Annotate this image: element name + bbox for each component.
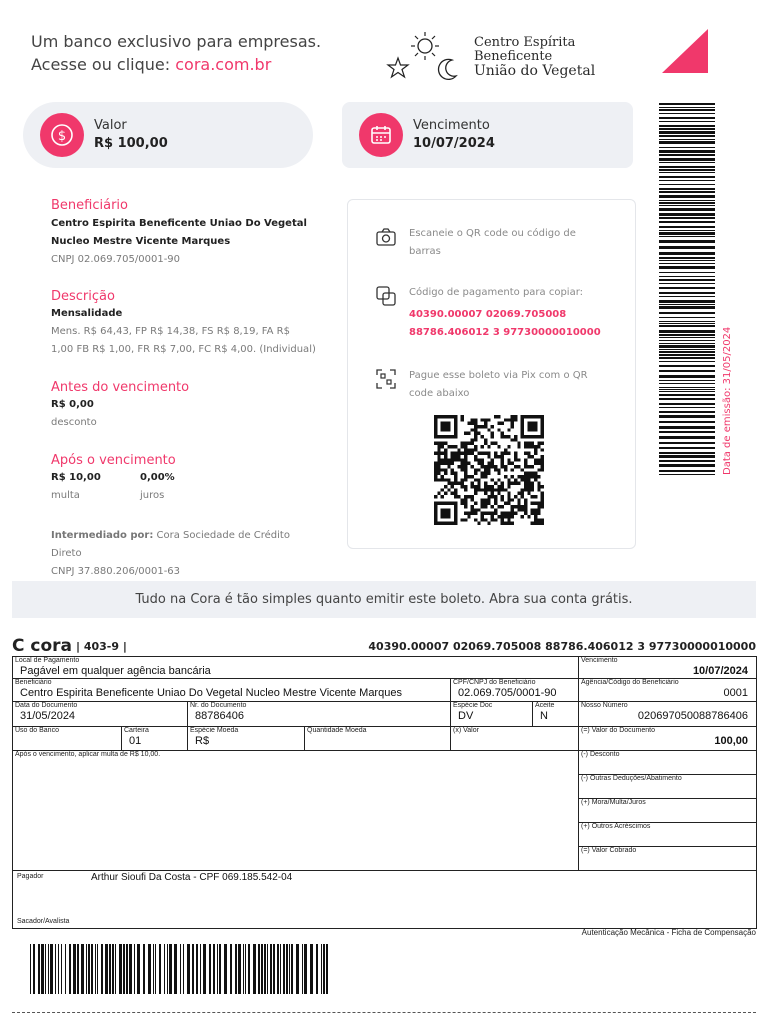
vencimento-label: Vencimento bbox=[413, 118, 490, 133]
bank-code: | 403-9 | bbox=[76, 640, 127, 653]
copy-label: Código de pagamento para copiar: bbox=[409, 287, 584, 298]
slip-data-doc: 31/05/2024 bbox=[20, 710, 76, 722]
intermediado-name-1: Cora Sociedade de Crédito bbox=[153, 530, 290, 541]
juros-value: 0,00% bbox=[140, 472, 175, 483]
copy-row[interactable] bbox=[374, 284, 609, 342]
slip-vencimento: 10/07/2024 bbox=[692, 665, 748, 677]
descricao-line-2: 1,00 FB R$ 1,00, FR R$ 7,00, FC R$ 4,00. (Individual) bbox=[51, 344, 316, 355]
descricao-name: Mensalidade bbox=[51, 308, 123, 319]
apos-section bbox=[51, 453, 311, 505]
slip-especie-doc: DV bbox=[458, 710, 474, 722]
payment-code-line-1[interactable]: 40390.00007 02069.705008 bbox=[409, 309, 567, 320]
qtd-moeda-cell: Quantidade Moeda bbox=[305, 727, 451, 751]
cut-line bbox=[12, 1012, 756, 1013]
cora-link[interactable]: cora.com.br bbox=[175, 55, 272, 74]
scan-text: Escaneie o QR code ou código de barras bbox=[409, 228, 576, 257]
promo-line-1: Um banco exclusivo para empresas. bbox=[31, 32, 322, 51]
local-pagamento-cell: Local de Pagamento Pagável em qualquer agência bancária bbox=[13, 657, 579, 679]
org-name: Centro Espírita Beneficente União do Vegetal bbox=[474, 35, 596, 79]
antes-title: Antes do vencimento bbox=[51, 380, 190, 395]
descricao-title: Descrição bbox=[51, 289, 115, 304]
dollar-coin-icon bbox=[40, 113, 84, 157]
svg-text:$: $ bbox=[57, 129, 67, 144]
intermediado-section bbox=[51, 527, 311, 581]
slip-nosso-numero: 020697050088786406 bbox=[637, 710, 748, 722]
nr-doc-cell: Nr. do Documento 88786406 bbox=[188, 702, 451, 727]
instrucoes-cell bbox=[13, 751, 579, 871]
antes-value: R$ 0,00 bbox=[51, 399, 94, 410]
x-valor-cell: (x) Valor bbox=[451, 727, 579, 751]
beneficiario-cnpj: CNPJ 02.069.705/0001-90 bbox=[51, 254, 181, 265]
qr-scan-icon bbox=[374, 367, 398, 391]
beneficiario-title: Beneficiário bbox=[51, 198, 128, 213]
apos-title: Após o vencimento bbox=[51, 453, 176, 468]
pix-qr-code[interactable] bbox=[434, 415, 544, 525]
slip-aceite: N bbox=[540, 710, 548, 722]
valor-cobrado-cell: (=) Valor Cobrado bbox=[579, 847, 756, 871]
valor-value: R$ 100,00 bbox=[94, 136, 168, 151]
promo-line-2: Acesse ou clique: cora.com.br bbox=[31, 55, 272, 74]
intermediado-name-2: Direto bbox=[51, 548, 82, 559]
promo-text bbox=[31, 30, 321, 76]
local-pagamento: Pagável em qualquer agência bancária bbox=[20, 665, 211, 677]
valor-doc-cell: (=) Valor do Documento 100,00 bbox=[579, 727, 756, 751]
corner-triangle-icon bbox=[662, 29, 708, 73]
carteira-cell: Carteira 01 bbox=[122, 727, 188, 751]
autenticacao-mecanica: Autenticação Mecânica - Ficha de Compensação bbox=[581, 928, 756, 937]
slip-carteira: 01 bbox=[129, 735, 142, 747]
linha-digitavel[interactable]: 40390.00007 02069.705008 88786.406012 3 97730000010000 bbox=[368, 640, 756, 653]
cora-logo: C cora bbox=[12, 636, 73, 656]
boleto-barcode bbox=[30, 944, 330, 994]
outros-acrescimos-cell: (+) Outros Acréscimos bbox=[579, 823, 756, 847]
data-emissao: Data de emissão: 31/05/2024 bbox=[722, 326, 733, 475]
pix-row bbox=[374, 367, 609, 403]
especie-moeda-cell: Espécie Moeda R$ bbox=[188, 727, 305, 751]
beneficiario-section bbox=[51, 198, 331, 269]
slip-pagador: Arthur Sioufi Da Costa - CPF 069.185.542-04 bbox=[91, 872, 293, 883]
aceite-cell: Aceite N bbox=[533, 702, 579, 727]
data-doc-cell: Data do Documento 31/05/2024 bbox=[13, 702, 188, 727]
slip-nr-doc: 88786406 bbox=[195, 710, 244, 722]
calendar-icon bbox=[359, 113, 403, 157]
antes-label: desconto bbox=[51, 417, 97, 428]
cpf-cnpj-cell: CPF/CNPJ do Beneficiário 02.069.705/0001-90 bbox=[451, 679, 579, 702]
pix-text: Pague esse boleto via Pix com o QR code abaixo bbox=[409, 370, 588, 399]
mora-cell: (+) Mora/Multa/Juros bbox=[579, 799, 756, 823]
copy-icon[interactable] bbox=[374, 284, 398, 308]
beneficiario-name-1: Centro Espirita Beneficente Uniao Do Vegetal bbox=[51, 218, 307, 229]
intermediado-cnpj: CNPJ 37.880.206/0001-63 bbox=[51, 566, 181, 577]
descricao-section bbox=[51, 289, 341, 359]
org-logo-icon bbox=[386, 30, 472, 82]
vencimento-card bbox=[342, 102, 633, 168]
intermediado-label: Intermediado por: bbox=[51, 530, 154, 541]
beneficiario-name-2: Nucleo Mestre Vicente Marques bbox=[51, 236, 231, 247]
agencia-cell: Agência/Código do Beneficiário 0001 bbox=[579, 679, 756, 702]
vencimento-value: 10/07/2024 bbox=[413, 136, 495, 151]
slip-especie-moeda: R$ bbox=[195, 735, 210, 747]
valor-card bbox=[23, 102, 313, 168]
especie-doc-cell: Espécie Doc DV bbox=[451, 702, 533, 727]
pagador-cell: Pagador Arthur Sioufi Da Costa - CPF 069.185.542-04 Sacador/Avalista bbox=[17, 872, 293, 925]
camera-icon bbox=[374, 225, 398, 249]
valor-label: Valor bbox=[94, 118, 127, 133]
slip-beneficiario: Centro Espirita Beneficente Uniao Do Vegetal Nucleo Mestre Vicente Marques bbox=[20, 687, 402, 699]
slip-cpf-cnpj: 02.069.705/0001-90 bbox=[458, 687, 557, 699]
cora-banner[interactable]: Tudo na Cora é tão simples quanto emitir este boleto. Abra sua conta grátis. bbox=[12, 581, 756, 618]
antes-section bbox=[51, 380, 311, 432]
slip-agencia: 0001 bbox=[723, 687, 748, 699]
nosso-numero-cell: Nosso Número 020697050088786406 bbox=[579, 702, 756, 727]
vencimento-cell: Vencimento 10/07/2024 bbox=[579, 657, 756, 679]
uso-banco-cell: Uso do Banco bbox=[13, 727, 122, 751]
vertical-barcode bbox=[659, 103, 715, 475]
juros-label: juros bbox=[140, 490, 165, 501]
scan-row bbox=[374, 225, 609, 261]
desconto-cell: (-) Desconto bbox=[579, 751, 756, 775]
multa-value: R$ 10,00 bbox=[51, 472, 101, 483]
beneficiario-cell: Beneficiário Centro Espirita Beneficente Uniao Do Vegetal Nucleo Mestre Vicente Marques bbox=[13, 679, 451, 702]
multa-label: multa bbox=[51, 490, 80, 501]
payment-code-line-2[interactable]: 88786.406012 3 97730000010000 bbox=[409, 327, 601, 338]
ficha-compensacao bbox=[12, 656, 757, 929]
descricao-line-1: Mens. R$ 64,43, FP R$ 14,38, FS R$ 8,19, FA R$ bbox=[51, 326, 290, 337]
slip-instrucoes: Após o vencimento, aplicar multa de R$ 10,00. bbox=[15, 751, 161, 758]
slip-valor-doc: 100,00 bbox=[714, 735, 748, 747]
outras-deducoes-cell: (-) Outras Deduções/Abatimento bbox=[579, 775, 756, 799]
